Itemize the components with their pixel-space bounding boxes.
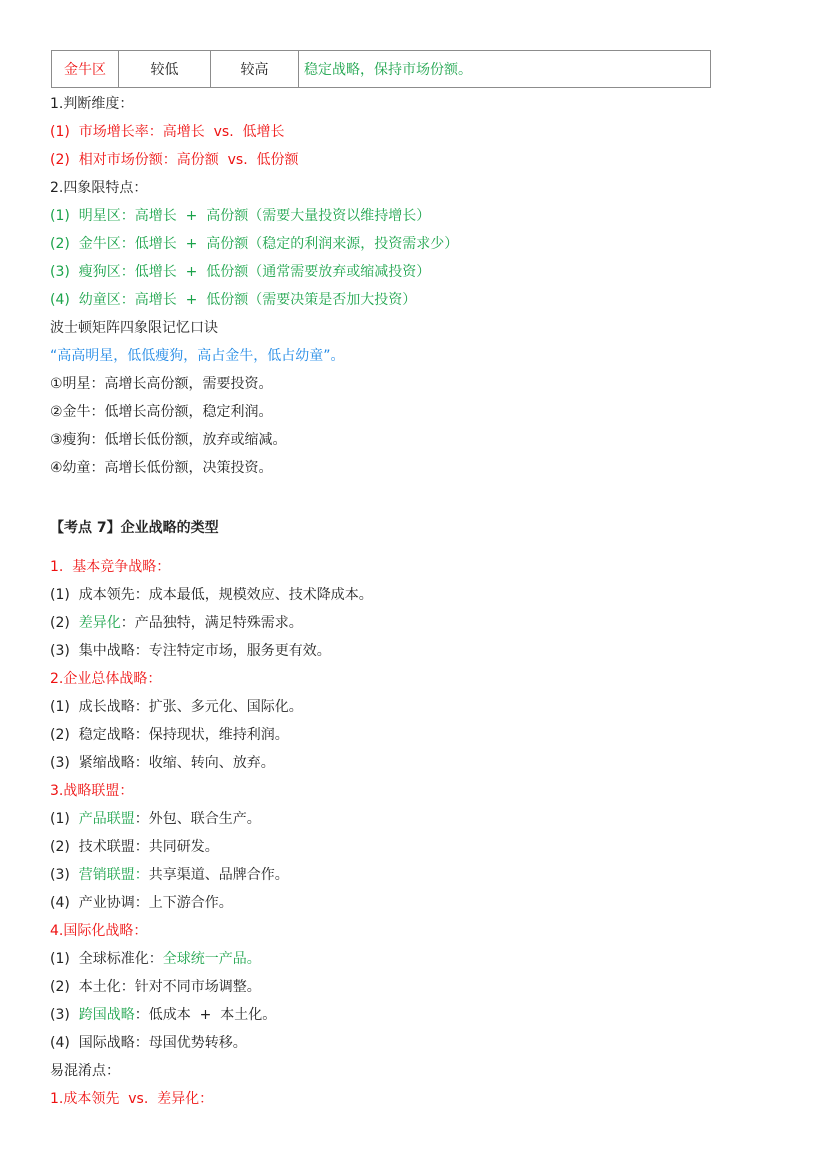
transnational-keyword: 跨国战略	[78, 1007, 135, 1023]
industry-coordination: (4) 产业协调：上下游合作。	[50, 895, 233, 911]
mnemonic-title: 波士顿矩阵四象限记忆口诀	[50, 320, 218, 336]
table-cell-quadrant: 金牛区	[52, 51, 119, 88]
corporate-strategy-title: 2.企业总体战略：	[50, 671, 162, 687]
section-title: 【考点 7】企业战略的类型	[50, 520, 219, 536]
technology-alliance: (2) 技术联盟：共同研发。	[50, 839, 219, 855]
global-standardization-keyword: 全球统一产品。	[162, 951, 261, 967]
cost-leadership: (1) 成本领先：成本最低，规模效应、技术降成本。	[50, 587, 373, 603]
quadrant-cash-cow: (2) 金牛区：低增长 + 高份额（稳定的利润来源，投资需求少）	[50, 236, 459, 252]
mnemonic-cash-cow: ②金牛：低增长高份额，稳定利润。	[50, 404, 273, 420]
stability-strategy: (2) 稳定战略：保持现状，维持利润。	[50, 727, 289, 743]
differentiation-text: ：产品独特，满足特殊需求。	[120, 615, 303, 631]
product-alliance-prefix: (1)	[50, 811, 79, 827]
competitive-strategy-title: 1. 基本竞争战略：	[50, 559, 171, 575]
marketing-alliance	[50, 864, 289, 886]
mnemonic-star: ①明星：高增长高份额，需要投资。	[50, 376, 273, 392]
global-standardization	[50, 948, 261, 970]
international-strategy-title: 4.国际化战略：	[50, 923, 148, 939]
dimension-growth-rate: (1) 市场增长率：高增长 vs. 低增长	[50, 124, 285, 140]
quadrant-star: (1) 明星区：高增长 + 高份额（需要大量投资以维持增长）	[50, 208, 431, 224]
confusion-item-1: 1.成本领先 vs. 差异化：	[50, 1091, 214, 1107]
table-row	[52, 51, 711, 88]
quadrant-title: 2.四象限特点：	[50, 180, 148, 196]
strategy-table	[51, 50, 711, 88]
differentiation	[50, 612, 303, 634]
mnemonic-phrase: “高高明星，低低瘦狗，高占金牛，低占幼童”。	[50, 348, 345, 364]
confusion-title: 易混淆点：	[50, 1063, 120, 1079]
table-cell-share: 较高	[211, 51, 299, 88]
transnational-strategy	[50, 1004, 276, 1026]
alliance-title: 3.战略联盟：	[50, 783, 134, 799]
marketing-alliance-text: 共享渠道、品牌合作。	[148, 867, 289, 883]
transnational-prefix: (3)	[50, 1007, 79, 1023]
product-alliance-text: ：外包、联合生产。	[134, 811, 261, 827]
dimension-title: 1.判断维度：	[50, 96, 134, 112]
global-standardization-prefix: (1) 全球标准化：	[50, 951, 163, 967]
marketing-alliance-prefix: (3)	[50, 867, 79, 883]
differentiation-prefix: (2)	[50, 615, 79, 631]
growth-strategy: (1) 成长战略：扩张、多元化、国际化。	[50, 699, 303, 715]
differentiation-keyword: 差异化	[78, 615, 121, 631]
table-cell-growth: 较低	[119, 51, 211, 88]
focus-strategy: (3) 集中战略：专注特定市场，服务更有效。	[50, 643, 331, 659]
product-alliance-keyword: 产品联盟	[78, 811, 135, 827]
international-strategy: (4) 国际战略：母国优势转移。	[50, 1035, 247, 1051]
dimension-market-share: (2) 相对市场份额：高份额 vs. 低份额	[50, 152, 299, 168]
localization: (2) 本土化：针对不同市场调整。	[50, 979, 261, 995]
mnemonic-question: ④幼童：高增长低份额，决策投资。	[50, 460, 273, 476]
transnational-text: ：低成本 + 本土化。	[134, 1007, 277, 1023]
retrenchment-strategy: (3) 紧缩战略：收缩、转向、放弃。	[50, 755, 275, 771]
mnemonic-dog: ③瘦狗：低增长低份额，放弃或缩减。	[50, 432, 287, 448]
product-alliance	[50, 808, 261, 830]
table-cell-strategy: 稳定战略，保持市场份额。	[299, 51, 711, 88]
marketing-alliance-keyword: 营销联盟：	[78, 867, 149, 883]
quadrant-question: (4) 幼童区：高增长 + 低份额（需要决策是否加大投资）	[50, 292, 417, 308]
quadrant-dog: (3) 瘦狗区：低增长 + 低份额（通常需要放弃或缩减投资）	[50, 264, 431, 280]
